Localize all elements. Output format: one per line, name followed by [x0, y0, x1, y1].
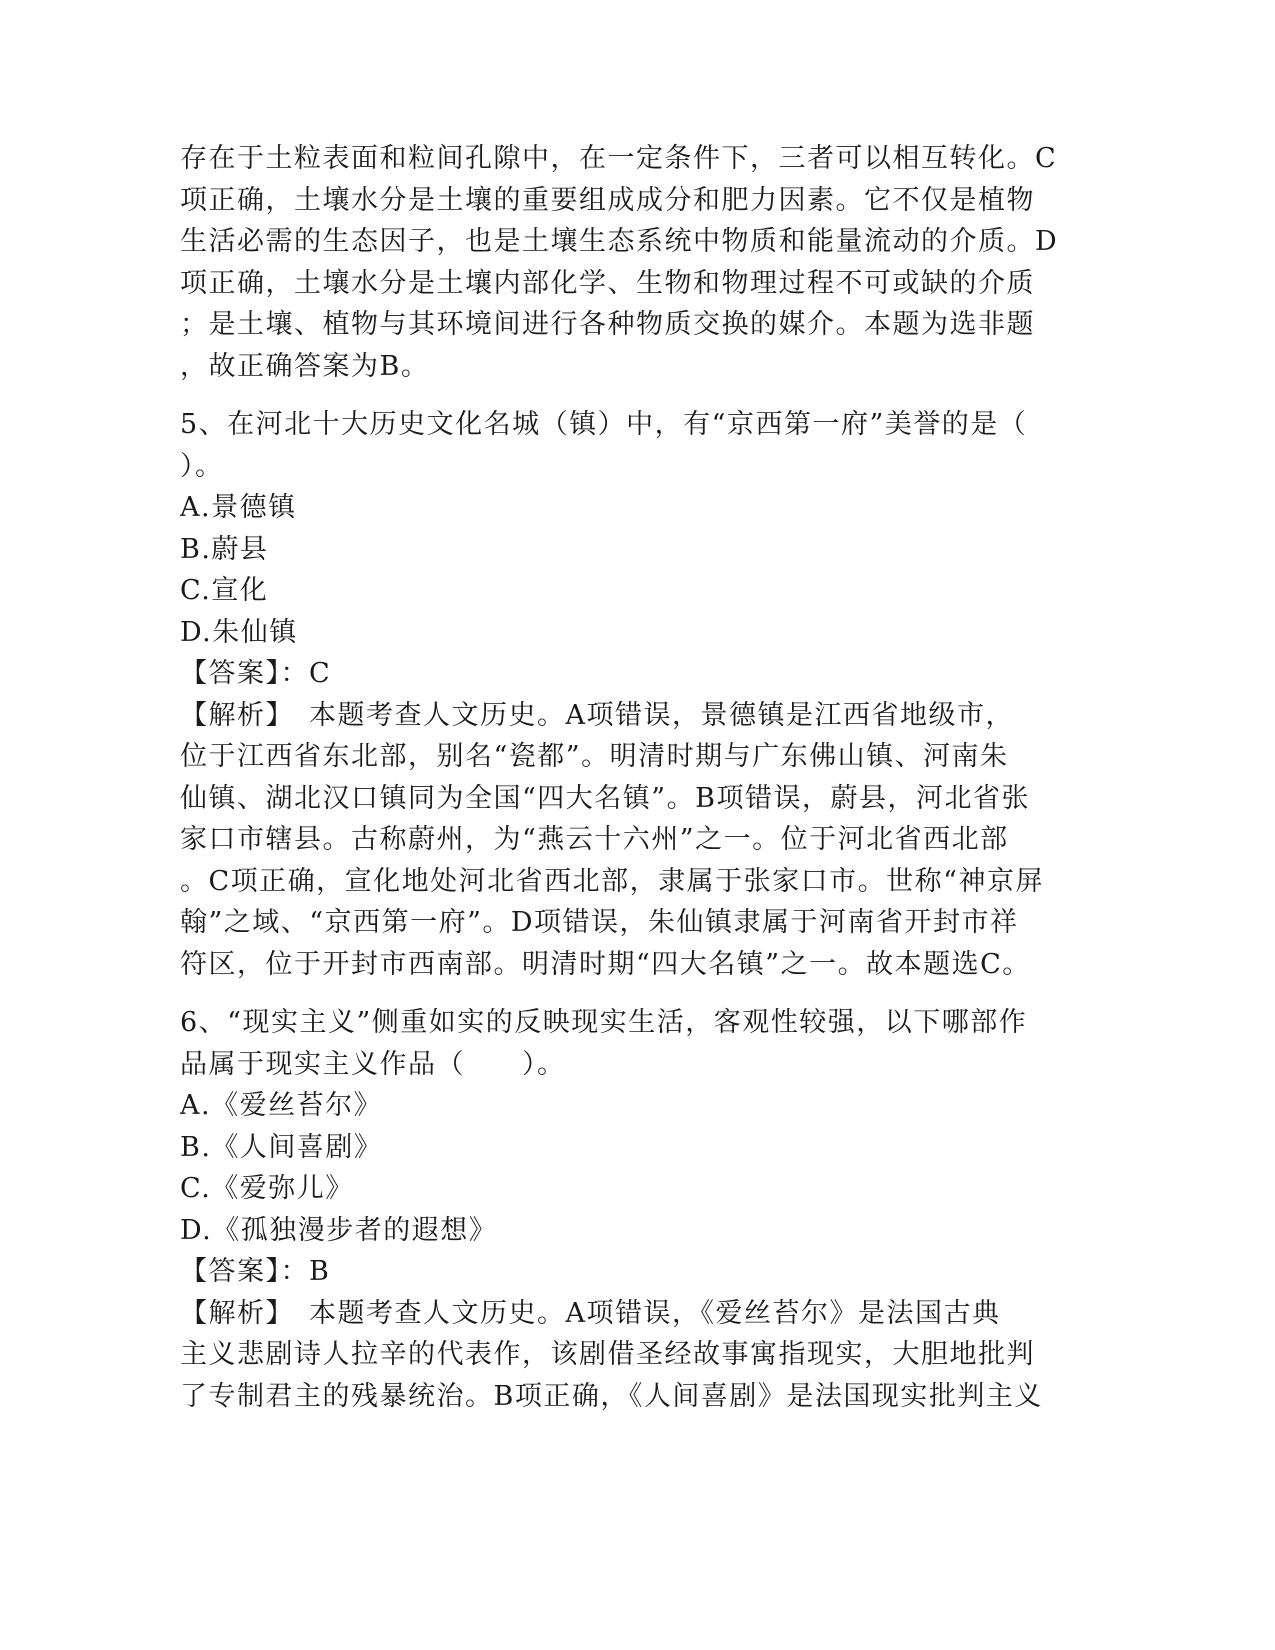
analysis-line: 位于江西省东北部，别名“瓷都”。明清时期与广东佛山镇、河南朱 [180, 741, 1009, 772]
analysis-line: 主义悲剧诗人拉辛的代表作，该剧借圣经故事寓指现实，大胆地批判 [180, 1339, 1035, 1370]
text-line: 生活必需的生态因子，也是土壤生态系统中物质和能量流动的介质。D [180, 226, 1059, 257]
text-line: 项正确，土壤水分是土壤内部化学、生物和物理过程不可或缺的介质 [180, 267, 1035, 299]
option-b: B.蔚县 [180, 533, 269, 565]
analysis-line: 家口市辖县。古称蔚州，为“燕云十六州”之一。位于河北省西北部 [180, 824, 1009, 855]
question-5 [180, 404, 1100, 985]
option-a: A.景德镇 [180, 492, 297, 523]
document-page [180, 138, 1100, 1417]
question-text: 5、在河北十大历史文化名城（镇）中，有“京西第一府”美誉的是（ [180, 409, 1028, 440]
answer: 【答案】：C [180, 658, 332, 689]
text-line: 存在于土粒表面和粒间孔隙中，在一定条件下，三者可以相互转化。C [180, 143, 1058, 174]
question-text: 6、“现实主义”侧重如实的反映现实生活，客观性较强，以下哪部作 [180, 1007, 1028, 1038]
text-line: 项正确，土壤水分是土壤的重要组成成分和肥力因素。它不仅是植物 [180, 184, 1035, 216]
option-d: D.朱仙镇 [180, 616, 298, 648]
analysis-line: 符区，位于开封市西南部。明清时期“四大名镇”之一。故本题选C。 [180, 948, 1031, 980]
analysis-line: 翰”之域、“京西第一府”。D项错误，朱仙镇隶属于河南省开封市祥 [180, 907, 1019, 938]
analysis-line: 【解析】 本题考查人文历史。A项错误，景德镇是江西省地级市， [180, 699, 1014, 731]
analysis-line: 【解析】 本题考查人文历史。A项错误，《爱丝苔尔》是法国古典 [180, 1297, 1001, 1329]
question-6 [180, 1002, 1100, 1417]
text-line: ，故正确答案为B。 [180, 350, 430, 382]
prev-explanation [180, 138, 1100, 387]
question-text: 品属于现实主义作品（ ）。 [180, 1048, 566, 1080]
text-line: ；是土壤、植物与其环境间进行各种物质交换的媒介。本题为选非题 [180, 309, 1035, 340]
analysis-line: 了专制君主的残暴统治。B项正确，《人间喜剧》是法国现实批判主义 [180, 1380, 1043, 1412]
option-b: B.《人间喜剧》 [180, 1131, 383, 1163]
question-text: ）。 [180, 450, 224, 482]
option-d: D.《孤独漫步者的遐想》 [180, 1214, 498, 1246]
answer: 【答案】：B [180, 1256, 331, 1287]
option-a: A.《爱丝苔尔》 [180, 1090, 383, 1121]
option-c: C.《爱弥儿》 [180, 1173, 354, 1204]
analysis-line: 。C项正确，宣化地处河北省西北部，隶属于张家口市。世称“神京屏 [180, 865, 1044, 897]
analysis-line: 仙镇、湖北汉口镇同为全国“四大名镇”。B项错误，蔚县，河北省张 [180, 782, 1030, 814]
option-c: C.宣化 [180, 575, 269, 606]
